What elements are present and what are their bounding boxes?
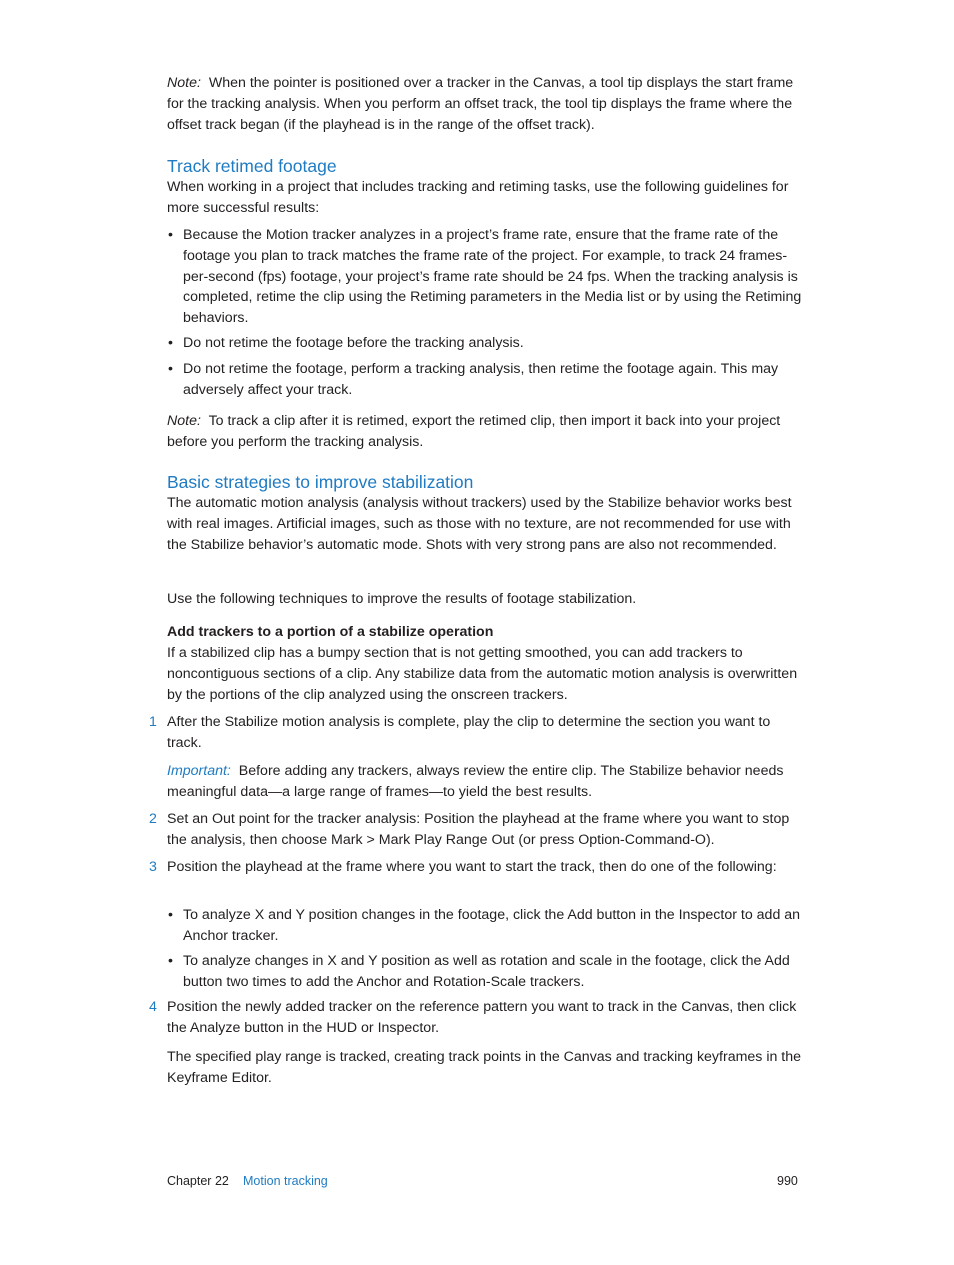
note-label: Note: (167, 413, 201, 429)
section-heading-basic-strategies: Basic strategies to improve stabilization (167, 472, 474, 492)
note-text: To track a clip after it is retimed, export the retimed clip, then import it back into your project before you perform the tracking analysis. (167, 413, 781, 450)
bullet-icon: • (168, 953, 173, 969)
bullet-item: To analyze X and Y position changes in the footage, click the Add button in the Inspector to add an Anchor tracker. (183, 907, 801, 944)
section-intro: The automatic motion analysis (analysis without trackers) used by the Stabilize behavior works best with real images. Artificial images, such as those with no texture, are not recommended for use with the Stabilize behavior’s automatic mode. Shots with very strong pans are also not recommended. (167, 495, 792, 553)
step-text: Position the playhead at the frame where you want to start the track, then do one of the following: (167, 859, 777, 875)
bullet-item: Do not retime the footage, perform a tracking analysis, then retime the footage again. This may adversely affect your track. (183, 361, 779, 398)
bullet-icon: • (168, 361, 173, 377)
subsection-intro: If a stabilized clip has a bumpy section that is not getting smoothed, you can add trackers to noncontiguous sections of a clip. Any stabilize data from the automatic motion analysis is overwritten by the portions of the clip analyzed using the onscreen trackers. (167, 645, 798, 703)
important-label: Important: (167, 763, 231, 779)
step-number: 3 (149, 859, 157, 875)
step-number: 2 (149, 811, 157, 827)
note-label: Note: (167, 75, 201, 91)
bullet-icon: • (168, 227, 173, 243)
step-number: 4 (149, 999, 157, 1015)
important-text: Before adding any trackers, always review the entire clip. The Stabilize behavior needs meaningful data—a large range of frames—to yield the best results. (167, 763, 784, 800)
footer-page-number: 990 (777, 1174, 798, 1188)
bullet-item: To analyze changes in X and Y position as well as rotation and scale in the footage, click the Add button two times to add the Anchor and Rotation-Scale trackers. (183, 953, 790, 990)
section-heading-track-retimed-footage: Track retimed footage (167, 156, 337, 176)
footer-chapter: Chapter 22 (167, 1174, 229, 1188)
step-text: After the Stabilize motion analysis is complete, play the clip to determine the section you want to track. (167, 714, 771, 751)
subsection-heading: Add trackers to a portion of a stabilize operation (167, 624, 494, 640)
step-number: 1 (149, 714, 157, 730)
bullet-icon: • (168, 907, 173, 923)
bullet-icon: • (168, 335, 173, 351)
section-intro: When working in a project that includes tracking and retiming tasks, use the following guidelines for more successful results: (167, 179, 789, 216)
note-paragraph (167, 73, 807, 135)
note-paragraph (167, 411, 807, 453)
bullet-item: Because the Motion tracker analyzes in a project’s frame rate, ensure that the frame rate of the footage you plan to track matches the frame rate of the project. For example, to track 24 frames-per-second (fps) footage, your project’s frame rate should be 24 fps. When the tracking analysis is completed, retime the clip using the Retiming parameters in the Media list or by using the Retiming behaviors. (183, 227, 802, 327)
note-text: When the pointer is positioned over a tracker in the Canvas, a tool tip displays the start frame for the tracking analysis. When you perform an offset track, the tool tip displays the frame where the offset track began (if the playhead is in the range of the offset track). (167, 75, 794, 133)
footer-chapter-title-link[interactable]: Motion tracking (243, 1174, 328, 1188)
step-text: Position the newly added tracker on the reference pattern you want to track in the Canvas, then click the Analyze button in the HUD or Inspector. (167, 999, 797, 1036)
techniques-paragraph: Use the following techniques to improve the results of footage stabilization. (167, 591, 637, 607)
result-paragraph: The specified play range is tracked, creating track points in the Canvas and tracking keyframes in the Keyframe Editor. (167, 1049, 802, 1086)
important-paragraph (167, 761, 807, 803)
step-text: Set an Out point for the tracker analysis: Position the playhead at the frame where you want to stop the analysis, then choose Mark > Mark Play Range Out (or press Option-Command-O). (167, 811, 790, 848)
bullet-item: Do not retime the footage before the tracking analysis. (183, 335, 524, 351)
